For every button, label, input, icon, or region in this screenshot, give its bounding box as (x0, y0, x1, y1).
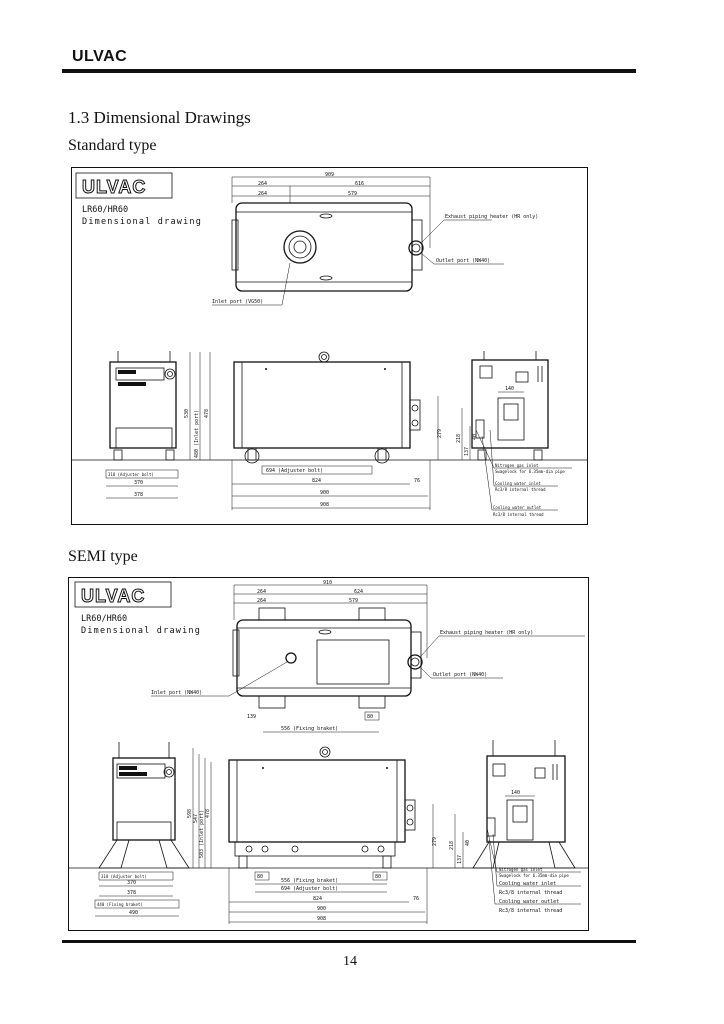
dim-900: 900 (317, 906, 327, 912)
dim-370: 370 (134, 480, 144, 486)
dim-490: 490 (129, 910, 139, 916)
dim-137: 137 (457, 854, 463, 864)
dim-137: 137 (464, 446, 470, 456)
pump-top-view (237, 620, 411, 696)
side-view (234, 352, 420, 463)
dim-318: 318 (Adjuster bolt) (108, 472, 154, 477)
semi-dimensional-drawing (68, 577, 589, 931)
callout-nitrogen-2: Swagelock for 6.35mm-dia pipe (495, 469, 565, 474)
dim-140: 140 (505, 386, 515, 392)
standard-dimensional-drawing (71, 167, 588, 525)
callout-exhaust-heater: Exhaust piping heater (HR only) (440, 630, 534, 636)
dim-579: 579 (349, 598, 359, 604)
drawing-logo: ULVAC (82, 177, 147, 197)
dim-556a: 556 (Fixing braket) (281, 726, 339, 732)
header-brand: ULVAC (72, 48, 128, 65)
outlet-port (408, 655, 422, 669)
drawing-model: LR60/HR60 (82, 205, 129, 215)
dim-908: 908 (317, 916, 327, 922)
dim-694: 694 (Adjuster bolt) (281, 886, 339, 892)
callout-cooling-outlet-2: Rc3/8 internal thread (493, 512, 544, 517)
outlet-port (409, 241, 423, 255)
callout-outlet-port: Outlet port (NW40) (436, 258, 491, 264)
callout-nitrogen-2: Swagelock for 6.35mm-dia pipe (499, 873, 569, 878)
dim-824: 824 (312, 478, 322, 484)
dim-318: 318 (Adjuster bolt) (101, 874, 147, 879)
inlet-port-nw40 (286, 653, 296, 663)
dim-378: 378 (127, 890, 137, 896)
drawing-title: Dimensional drawing (82, 217, 203, 227)
dim-909: 909 (325, 172, 335, 178)
callout-cooling-inlet-1: Cooling water inlet (499, 881, 557, 887)
dim-279: 279 (437, 428, 443, 438)
callout-exhaust-heater: Exhaust piping heater (HR only) (445, 214, 539, 220)
dim-76: 76 (413, 896, 420, 902)
dim-139: 139 (247, 714, 257, 720)
callout-cooling-inlet-2: Rc3/8 internal thread (495, 487, 546, 492)
dim-140: 140 (511, 790, 521, 796)
dim-900: 900 (320, 490, 330, 496)
dim-218: 218 (449, 840, 455, 850)
dim-530: 530 (184, 408, 190, 418)
left-end-view (110, 351, 176, 460)
callout-nitrogen-1: Nitrogen gas inlet (495, 463, 539, 468)
left-end-view (99, 742, 189, 868)
dim-547: 547 (193, 813, 199, 823)
dim-264b: 264 (258, 191, 268, 197)
callout-cooling-inlet-1: Cooling water inlet (495, 481, 541, 486)
pump-top-view (236, 203, 412, 291)
dim-80c: 80 (375, 874, 382, 880)
dim-616: 616 (355, 181, 365, 187)
dim-440: 440 (Fixing braket) (97, 902, 143, 907)
callout-inlet-port: Inlet port (VG50) (212, 299, 264, 305)
callout-outlet-port: Outlet port (NW40) (433, 672, 488, 678)
drawing-title: Dimensional drawing (81, 626, 202, 636)
dim-908: 908 (320, 502, 330, 508)
dim-910: 910 (323, 580, 333, 586)
dim-556b: 556 (Fixing braket) (281, 878, 339, 884)
semi-type-heading: SEMI type (68, 548, 138, 565)
standard-drawing-svg (72, 168, 587, 524)
callout-cooling-inlet-2: Rc3/8 internal thread (499, 890, 563, 896)
header-rule (62, 69, 636, 73)
standard-type-heading: Standard type (68, 137, 157, 154)
dim-503: 503 (Inlet port) (199, 809, 205, 858)
drawing-model: LR60/HR60 (81, 614, 128, 624)
dim-264b: 264 (257, 598, 267, 604)
right-end-view (472, 351, 548, 460)
dim-76: 76 (414, 478, 421, 484)
dim-624: 624 (354, 589, 364, 595)
dim-218: 218 (456, 433, 462, 443)
dim-40: 40 (472, 433, 478, 440)
dim-824: 824 (313, 896, 323, 902)
dim-370: 370 (127, 880, 137, 886)
callout-cooling-outlet-1: Cooling water outlet (499, 899, 560, 905)
callout-nitrogen-1: Nitrogen gas inlet (499, 867, 543, 872)
dim-264a: 264 (258, 181, 268, 187)
dim-480: 480 (Inlet port) (194, 409, 200, 458)
page-number: 14 (343, 954, 357, 969)
dim-40: 40 (465, 839, 471, 846)
dim-378: 378 (134, 492, 144, 498)
drawing-logo: ULVAC (81, 586, 146, 606)
dim-80b: 80 (257, 874, 264, 880)
callout-inlet-port: Inlet port (NW40) (151, 690, 203, 696)
footer-rule (62, 940, 636, 943)
dim-598: 598 (187, 808, 193, 818)
callout-cooling-outlet-1: Cooling water outlet (493, 505, 542, 510)
section-title: 1.3 Dimensional Drawings (68, 108, 251, 127)
dim-478: 478 (204, 408, 210, 418)
dim-694: 694 (Adjuster bolt) (266, 468, 324, 474)
callout-cooling-outlet-2: Rc3/8 internal thread (499, 908, 563, 914)
semi-drawing-svg (69, 578, 588, 930)
right-end-view (473, 740, 575, 868)
dim-579: 579 (348, 191, 358, 197)
dim-279: 279 (432, 836, 438, 846)
dim-264a: 264 (257, 589, 267, 595)
dim-478: 478 (205, 808, 211, 818)
dim-80a: 80 (367, 714, 374, 720)
side-view (229, 747, 415, 868)
